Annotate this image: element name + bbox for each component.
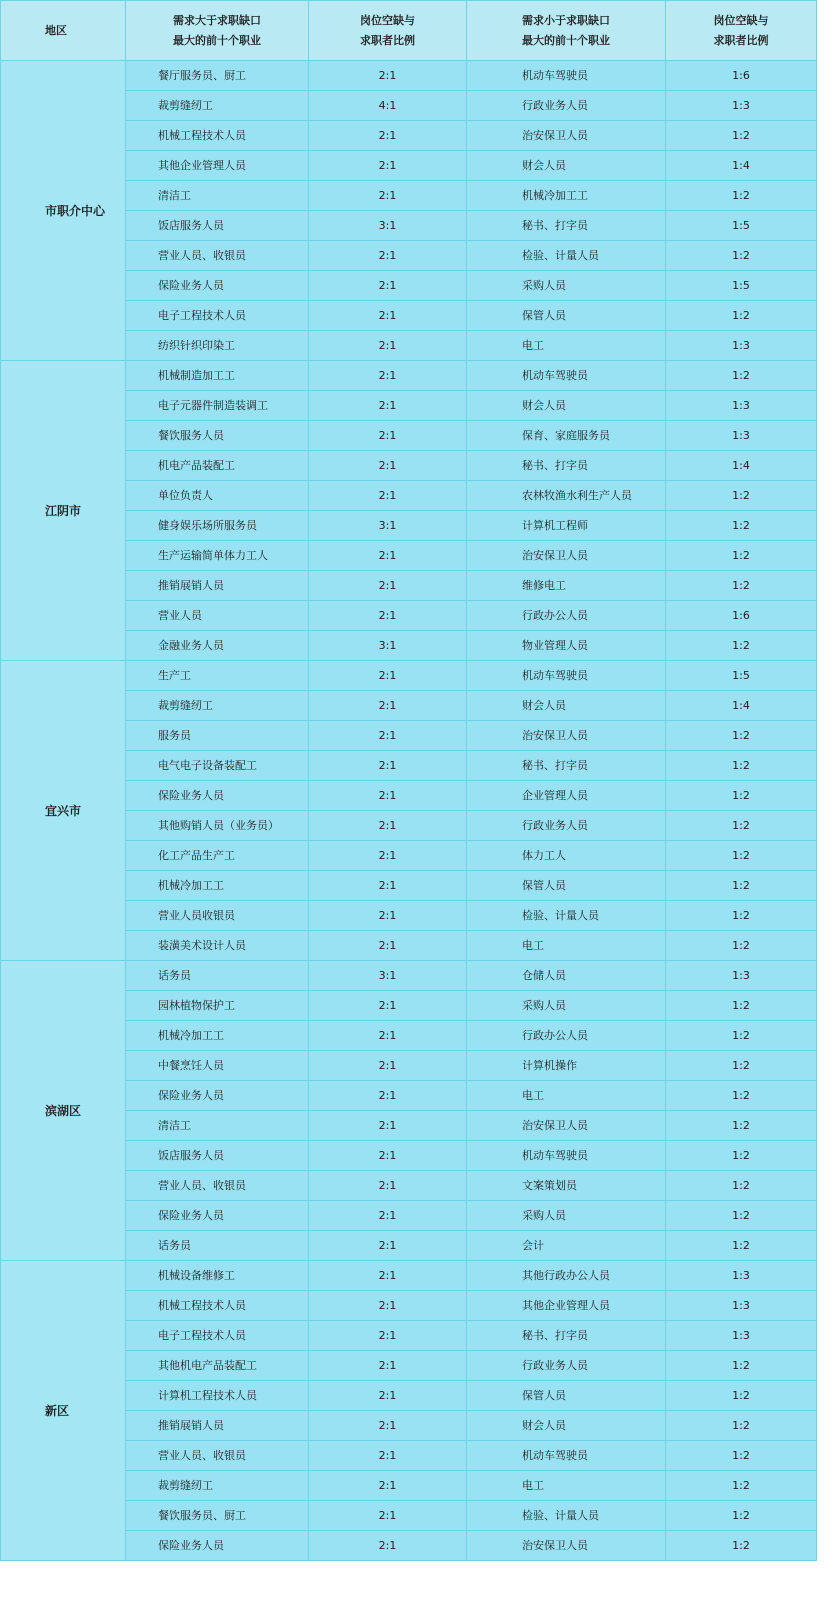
occupation-demand-below-cell: 治安保卫人员 [467, 121, 666, 151]
occupation-demand-exceeds-cell: 机械工程技术人员 [126, 1291, 309, 1321]
occupation-demand-exceeds-cell: 清洁工 [126, 181, 309, 211]
ratio-below-cell: 1:2 [666, 931, 817, 961]
ratio-below-cell: 1:2 [666, 241, 817, 271]
occupation-demand-exceeds-cell: 机械冷加工工 [126, 871, 309, 901]
occupation-demand-exceeds-cell: 金融业务人员 [126, 631, 309, 661]
ratio-exceeds-cell: 2:1 [309, 1051, 467, 1081]
ratio-exceeds-cell: 4:1 [309, 91, 467, 121]
ratio-below-cell: 1:3 [666, 91, 817, 121]
ratio-header-1-line2: 求职者比例 [360, 33, 415, 47]
ratio-below-cell: 1:2 [666, 901, 817, 931]
ratio-exceeds-cell: 2:1 [309, 751, 467, 781]
occupation-demand-below-cell: 行政业务人员 [467, 811, 666, 841]
occupation-demand-exceeds-cell: 生产工 [126, 661, 309, 691]
occupation-demand-below-cell: 治安保卫人员 [467, 541, 666, 571]
ratio-exceeds-cell: 2:1 [309, 1171, 467, 1201]
ratio-exceeds-cell: 2:1 [309, 721, 467, 751]
occupation-demand-below-cell: 治安保卫人员 [467, 721, 666, 751]
occupation-demand-below-cell: 秘书、打字员 [467, 451, 666, 481]
ratio-below-cell: 1:2 [666, 811, 817, 841]
occupation-demand-below-cell: 计算机工程师 [467, 511, 666, 541]
occupation-demand-exceeds-cell: 生产运输简单体力工人 [126, 541, 309, 571]
occupation-demand-exceeds-cell: 电子元器件制造装调工 [126, 391, 309, 421]
occupation-demand-exceeds-cell: 保险业务人员 [126, 1081, 309, 1111]
ratio-exceeds-cell: 2:1 [309, 781, 467, 811]
region-cell: 滨湖区 [1, 961, 126, 1261]
ratio-below-cell: 1:4 [666, 691, 817, 721]
occupation-demand-below-cell: 秘书、打字员 [467, 211, 666, 241]
ratio-below-cell: 1:2 [666, 541, 817, 571]
ratio-exceeds-cell: 2:1 [309, 841, 467, 871]
region-cell: 江阴市 [1, 361, 126, 661]
occupation-demand-below-cell: 行政办公人员 [467, 601, 666, 631]
occupation-demand-exceeds-cell: 电气电子设备装配工 [126, 751, 309, 781]
ratio-header-1 [309, 1, 467, 61]
ratio-exceeds-cell: 2:1 [309, 451, 467, 481]
occupation-demand-below-cell: 电工 [467, 1471, 666, 1501]
ratio-header-2 [666, 1, 817, 61]
ratio-exceeds-cell: 2:1 [309, 481, 467, 511]
occupation-demand-exceeds-cell: 化工产品生产工 [126, 841, 309, 871]
ratio-below-cell: 1:2 [666, 631, 817, 661]
occupation-demand-below-cell: 机动车驾驶员 [467, 361, 666, 391]
ratio-below-cell: 1:3 [666, 421, 817, 451]
occupation-demand-below-cell: 采购人员 [467, 1201, 666, 1231]
ratio-below-cell: 1:2 [666, 1411, 817, 1441]
occupation-demand-exceeds-cell: 裁剪缝纫工 [126, 91, 309, 121]
ratio-exceeds-cell: 3:1 [309, 631, 467, 661]
ratio-exceeds-cell: 2:1 [309, 931, 467, 961]
ratio-header-2-line2: 求职者比例 [713, 33, 769, 47]
occupation-demand-exceeds-cell: 园林植物保护工 [126, 991, 309, 1021]
demand-below-header [467, 1, 666, 61]
occupation-demand-exceeds-cell: 话务员 [126, 1231, 309, 1261]
ratio-exceeds-cell: 2:1 [309, 1501, 467, 1531]
occupation-demand-below-cell: 体力工人 [467, 841, 666, 871]
occupation-demand-exceeds-cell: 话务员 [126, 961, 309, 991]
occupation-demand-exceeds-cell: 机电产品装配工 [126, 451, 309, 481]
ratio-exceeds-cell: 2:1 [309, 1291, 467, 1321]
occupation-demand-below-cell: 采购人员 [467, 271, 666, 301]
ratio-exceeds-cell: 2:1 [309, 691, 467, 721]
table-row [1, 961, 817, 991]
occupation-demand-below-cell: 会计 [467, 1231, 666, 1261]
ratio-exceeds-cell: 2:1 [309, 541, 467, 571]
ratio-below-cell: 1:2 [666, 781, 817, 811]
ratio-exceeds-cell: 3:1 [309, 211, 467, 241]
occupation-demand-exceeds-cell: 裁剪缝纫工 [126, 691, 309, 721]
region-cell: 新区 [1, 1261, 126, 1561]
occupation-demand-exceeds-cell: 饭店服务人员 [126, 211, 309, 241]
ratio-exceeds-cell: 2:1 [309, 661, 467, 691]
ratio-exceeds-cell: 2:1 [309, 1471, 467, 1501]
occupation-demand-below-cell: 治安保卫人员 [467, 1531, 666, 1561]
ratio-below-cell: 1:2 [666, 1021, 817, 1051]
ratio-below-cell: 1:2 [666, 1441, 817, 1471]
demand-exceeds-header [126, 1, 309, 61]
occupation-demand-exceeds-cell: 服务员 [126, 721, 309, 751]
occupation-demand-below-cell: 财会人员 [467, 151, 666, 181]
occupation-demand-below-cell: 财会人员 [467, 1411, 666, 1441]
ratio-exceeds-cell: 2:1 [309, 1081, 467, 1111]
ratio-below-cell: 1:3 [666, 961, 817, 991]
occupation-demand-exceeds-cell: 推销展销人员 [126, 1411, 309, 1441]
ratio-exceeds-cell: 2:1 [309, 331, 467, 361]
occupation-demand-below-cell: 行政办公人员 [467, 1021, 666, 1051]
occupation-demand-below-cell: 财会人员 [467, 391, 666, 421]
ratio-header-1-line1: 岗位空缺与 [360, 13, 415, 27]
ratio-below-cell: 1:2 [666, 481, 817, 511]
occupation-demand-below-cell: 其他行政办公人员 [467, 1261, 666, 1291]
ratio-below-cell: 1:2 [666, 1141, 817, 1171]
ratio-exceeds-cell: 2:1 [309, 301, 467, 331]
occupation-demand-below-cell: 农林牧渔水利生产人员 [467, 481, 666, 511]
ratio-exceeds-cell: 2:1 [309, 1411, 467, 1441]
table-row [1, 361, 817, 391]
occupation-demand-below-cell: 电工 [467, 931, 666, 961]
ratio-below-cell: 1:2 [666, 1501, 817, 1531]
ratio-exceeds-cell: 2:1 [309, 901, 467, 931]
occupation-demand-exceeds-cell: 餐饮服务员、厨工 [126, 1501, 309, 1531]
ratio-exceeds-cell: 2:1 [309, 1531, 467, 1561]
ratio-exceeds-cell: 2:1 [309, 1261, 467, 1291]
table-row [1, 1261, 817, 1291]
occupation-demand-below-cell: 检验、计量人员 [467, 241, 666, 271]
occupation-demand-exceeds-cell: 中餐烹饪人员 [126, 1051, 309, 1081]
occupation-demand-below-cell: 保育、家庭服务员 [467, 421, 666, 451]
region-cell: 市职介中心 [1, 61, 126, 361]
ratio-exceeds-cell: 2:1 [309, 181, 467, 211]
ratio-below-cell: 1:2 [666, 751, 817, 781]
ratio-below-cell: 1:2 [666, 1381, 817, 1411]
ratio-below-cell: 1:4 [666, 151, 817, 181]
occupation-demand-below-cell: 机械冷加工工 [467, 181, 666, 211]
occupation-demand-below-cell: 检验、计量人员 [467, 901, 666, 931]
ratio-below-cell: 1:2 [666, 721, 817, 751]
occupation-demand-exceeds-cell: 机械设备维修工 [126, 1261, 309, 1291]
occupation-demand-exceeds-cell: 保险业务人员 [126, 781, 309, 811]
ratio-below-cell: 1:4 [666, 451, 817, 481]
occupation-demand-exceeds-cell: 营业人员、收银员 [126, 241, 309, 271]
ratio-below-cell: 1:2 [666, 301, 817, 331]
ratio-exceeds-cell: 2:1 [309, 1441, 467, 1471]
ratio-below-cell: 1:2 [666, 1471, 817, 1501]
occupation-demand-below-cell: 保管人员 [467, 871, 666, 901]
occupation-demand-below-cell: 秘书、打字员 [467, 1321, 666, 1351]
occupation-demand-below-cell: 机动车驾驶员 [467, 1141, 666, 1171]
ratio-below-cell: 1:2 [666, 991, 817, 1021]
ratio-exceeds-cell: 2:1 [309, 121, 467, 151]
ratio-below-cell: 1:2 [666, 1351, 817, 1381]
ratio-below-cell: 1:6 [666, 601, 817, 631]
occupation-demand-exceeds-cell: 保险业务人员 [126, 1531, 309, 1561]
ratio-below-cell: 1:3 [666, 1321, 817, 1351]
ratio-exceeds-cell: 2:1 [309, 241, 467, 271]
demand-exceeds-header-line1: 需求大于求职缺口 [173, 13, 261, 27]
occupation-demand-exceeds-cell: 健身娱乐场所服务员 [126, 511, 309, 541]
occupation-demand-below-cell: 行政业务人员 [467, 91, 666, 121]
table-row [1, 61, 817, 91]
ratio-below-cell: 1:2 [666, 1231, 817, 1261]
occupation-demand-exceeds-cell: 营业人员、收银员 [126, 1441, 309, 1471]
ratio-exceeds-cell: 3:1 [309, 961, 467, 991]
occupation-demand-below-cell: 财会人员 [467, 691, 666, 721]
ratio-exceeds-cell: 3:1 [309, 511, 467, 541]
occupation-demand-below-cell: 秘书、打字员 [467, 751, 666, 781]
occupation-demand-below-cell: 其他企业管理人员 [467, 1291, 666, 1321]
occupation-demand-exceeds-cell: 其他机电产品装配工 [126, 1351, 309, 1381]
occupation-demand-exceeds-cell: 单位负责人 [126, 481, 309, 511]
occupation-demand-below-cell: 物业管理人员 [467, 631, 666, 661]
ratio-below-cell: 1:2 [666, 1111, 817, 1141]
occupation-demand-exceeds-cell: 其他企业管理人员 [126, 151, 309, 181]
ratio-below-cell: 1:2 [666, 361, 817, 391]
occupation-demand-exceeds-cell: 机械制造加工工 [126, 361, 309, 391]
ratio-below-cell: 1:5 [666, 211, 817, 241]
occupation-demand-exceeds-cell: 营业人员、收银员 [126, 1171, 309, 1201]
ratio-below-cell: 1:2 [666, 1081, 817, 1111]
occupation-demand-exceeds-cell: 装潢美术设计人员 [126, 931, 309, 961]
occupation-demand-exceeds-cell: 计算机工程技术人员 [126, 1381, 309, 1411]
occupation-demand-below-cell: 企业管理人员 [467, 781, 666, 811]
ratio-below-cell: 1:5 [666, 661, 817, 691]
occupation-demand-below-cell: 电工 [467, 331, 666, 361]
ratio-exceeds-cell: 2:1 [309, 1021, 467, 1051]
ratio-below-cell: 1:2 [666, 1201, 817, 1231]
ratio-exceeds-cell: 2:1 [309, 1201, 467, 1231]
ratio-exceeds-cell: 2:1 [309, 811, 467, 841]
occupation-demand-below-cell: 行政业务人员 [467, 1351, 666, 1381]
occupation-demand-exceeds-cell: 营业人员收银员 [126, 901, 309, 931]
header-row [1, 1, 817, 61]
occupation-demand-exceeds-cell: 电子工程技术人员 [126, 301, 309, 331]
region-header: 地区 [1, 1, 126, 61]
ratio-below-cell: 1:5 [666, 271, 817, 301]
ratio-below-cell: 1:2 [666, 181, 817, 211]
occupation-demand-below-cell: 机动车驾驶员 [467, 1441, 666, 1471]
occupation-demand-exceeds-cell: 电子工程技术人员 [126, 1321, 309, 1351]
ratio-exceeds-cell: 2:1 [309, 271, 467, 301]
ratio-below-cell: 1:2 [666, 1531, 817, 1561]
occupation-demand-below-cell: 保管人员 [467, 1381, 666, 1411]
occupation-demand-exceeds-cell: 饭店服务人员 [126, 1141, 309, 1171]
occupation-demand-exceeds-cell: 机械冷加工工 [126, 1021, 309, 1051]
ratio-below-cell: 1:3 [666, 1291, 817, 1321]
occupation-demand-exceeds-cell: 机械工程技术人员 [126, 121, 309, 151]
occupation-demand-exceeds-cell: 其他购销人员（业务员） [126, 811, 309, 841]
occupation-demand-below-cell: 机动车驾驶员 [467, 661, 666, 691]
ratio-below-cell: 1:2 [666, 1051, 817, 1081]
ratio-exceeds-cell: 2:1 [309, 1321, 467, 1351]
ratio-exceeds-cell: 2:1 [309, 361, 467, 391]
occupation-demand-below-cell: 文案策划员 [467, 1171, 666, 1201]
demand-exceeds-header-line2: 最大的前十个职业 [173, 33, 261, 47]
occupation-demand-exceeds-cell: 餐厅服务员、厨工 [126, 61, 309, 91]
ratio-exceeds-cell: 2:1 [309, 1141, 467, 1171]
ratio-below-cell: 1:3 [666, 1261, 817, 1291]
ratio-exceeds-cell: 2:1 [309, 421, 467, 451]
table-body [1, 61, 817, 1561]
occupation-demand-below-cell: 治安保卫人员 [467, 1111, 666, 1141]
occupation-demand-below-cell: 采购人员 [467, 991, 666, 1021]
ratio-below-cell: 1:3 [666, 391, 817, 421]
occupation-demand-below-cell: 维修电工 [467, 571, 666, 601]
ratio-below-cell: 1:2 [666, 1171, 817, 1201]
occupation-demand-below-cell: 检验、计量人员 [467, 1501, 666, 1531]
ratio-exceeds-cell: 2:1 [309, 1381, 467, 1411]
occupation-demand-below-cell: 计算机操作 [467, 1051, 666, 1081]
occupation-demand-exceeds-cell: 纺织针织印染工 [126, 331, 309, 361]
ratio-header-2-line1: 岗位空缺与 [713, 13, 769, 27]
ratio-below-cell: 1:2 [666, 841, 817, 871]
occupation-demand-below-cell: 仓储人员 [467, 961, 666, 991]
occupation-demand-exceeds-cell: 推销展销人员 [126, 571, 309, 601]
ratio-exceeds-cell: 2:1 [309, 601, 467, 631]
occupation-demand-below-cell: 机动车驾驶员 [467, 61, 666, 91]
ratio-below-cell: 1:2 [666, 871, 817, 901]
region-cell: 宜兴市 [1, 661, 126, 961]
ratio-below-cell: 1:2 [666, 121, 817, 151]
demand-below-header-line2: 最大的前十个职业 [522, 33, 610, 47]
ratio-exceeds-cell: 2:1 [309, 991, 467, 1021]
table-header [1, 1, 817, 61]
ratio-exceeds-cell: 2:1 [309, 571, 467, 601]
ratio-exceeds-cell: 2:1 [309, 61, 467, 91]
ratio-below-cell: 1:6 [666, 61, 817, 91]
demand-below-header-line1: 需求小于求职缺口 [522, 13, 610, 27]
ratio-exceeds-cell: 2:1 [309, 1231, 467, 1261]
occupation-demand-exceeds-cell: 裁剪缝纫工 [126, 1471, 309, 1501]
occupation-demand-exceeds-cell: 餐饮服务人员 [126, 421, 309, 451]
occupation-demand-exceeds-cell: 营业人员 [126, 601, 309, 631]
ratio-below-cell: 1:2 [666, 511, 817, 541]
ratio-exceeds-cell: 2:1 [309, 151, 467, 181]
table-row [1, 661, 817, 691]
ratio-exceeds-cell: 2:1 [309, 391, 467, 421]
ratio-exceeds-cell: 2:1 [309, 1111, 467, 1141]
occupation-demand-exceeds-cell: 清洁工 [126, 1111, 309, 1141]
occupation-demand-exceeds-cell: 保险业务人员 [126, 1201, 309, 1231]
occupation-demand-exceeds-cell: 保险业务人员 [126, 271, 309, 301]
ratio-exceeds-cell: 2:1 [309, 871, 467, 901]
ratio-below-cell: 1:3 [666, 331, 817, 361]
occupation-demand-below-cell: 保管人员 [467, 301, 666, 331]
ratio-below-cell: 1:2 [666, 571, 817, 601]
occupation-demand-below-cell: 电工 [467, 1081, 666, 1111]
ratio-exceeds-cell: 2:1 [309, 1351, 467, 1381]
